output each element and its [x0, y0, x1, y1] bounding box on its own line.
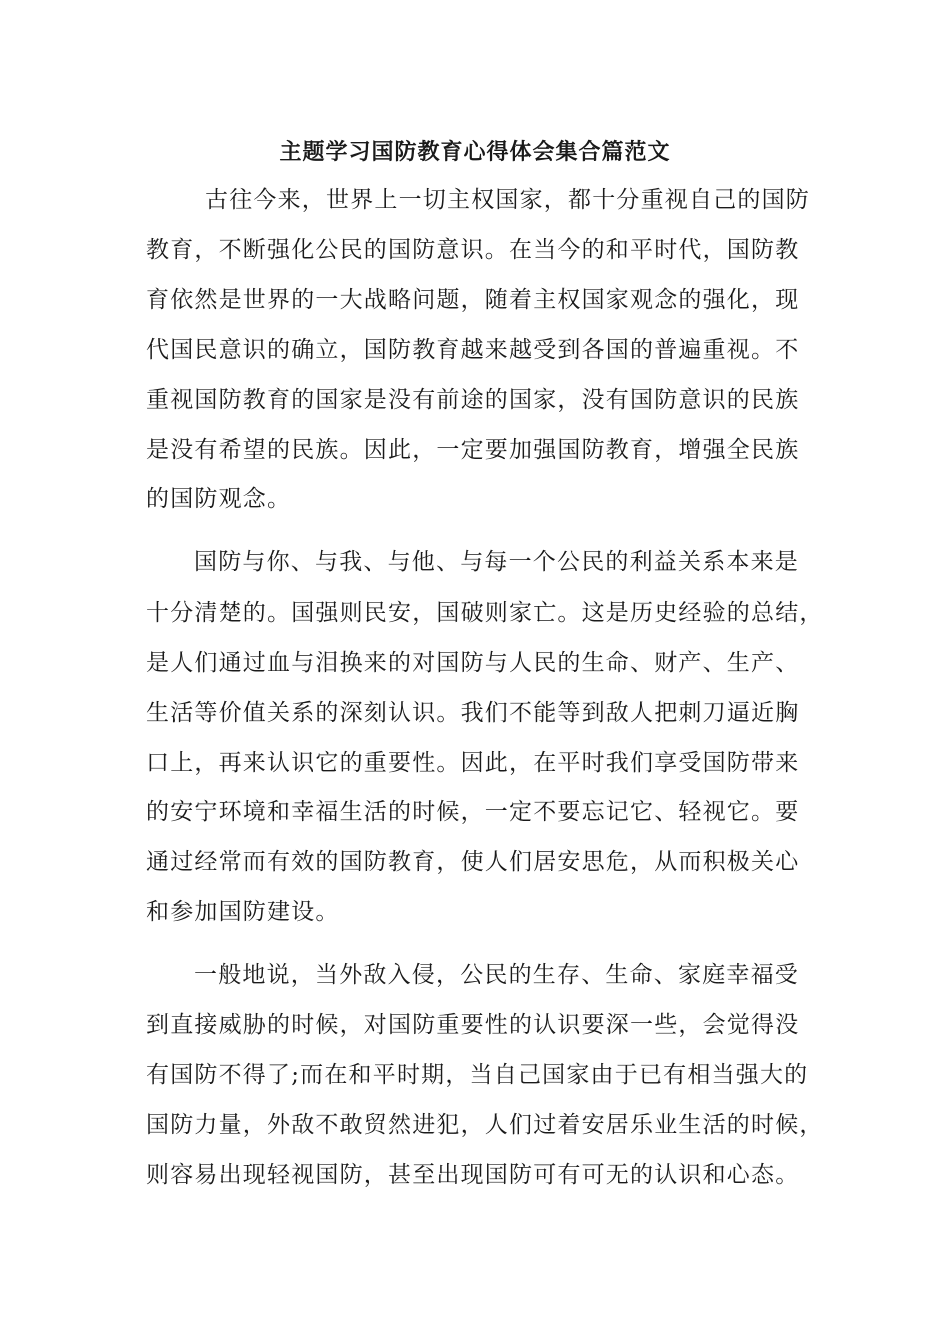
paragraph-3-line-5: 则容易出现轻视国防，甚至出现国防可有可无的认识和心态。: [146, 1162, 800, 1188]
paragraph-2-line-3: 是人们通过血与泪换来的对国防与人民的生命、财产、生产、: [146, 650, 800, 676]
paragraph-2-line-5: 口上，再来认识它的重要性。因此，在平时我们享受国防带来: [146, 750, 800, 776]
paragraph-2-line-2: 十分清楚的。国强则民安，国破则家亡。这是历史经验的总结，: [146, 600, 824, 626]
document-title: 主题学习国防教育心得体会集合篇范文: [279, 139, 671, 165]
paragraph-2-line-1: 国防与你、与我、与他、与每一个公民的利益关系本来是: [194, 549, 799, 575]
paragraph-2-line-4: 生活等价值关系的深刻认识。我们不能等到敌人把刺刀逼近胸: [146, 700, 800, 726]
paragraph-2-line-8: 和参加国防建设。: [146, 899, 340, 925]
paragraph-3-line-4: 国防力量，外敌不敢贸然进犯，人们过着安居乐业生活的时候，: [146, 1112, 824, 1138]
paragraph-1-line-3: 育依然是世界的一大战略问题，随着主权国家观念的强化，现: [146, 287, 800, 313]
paragraph-1-line-5: 重视国防教育的国家是没有前途的国家，没有国防意识的民族: [146, 387, 800, 413]
paragraph-1-line-4: 代国民意识的确立，国防教育越来越受到各国的普遍重视。不: [146, 337, 800, 363]
paragraph-2-line-7: 通过经常而有效的国防教育，使人们居安思危，从而积极关心: [146, 849, 800, 875]
paragraph-3-line-2: 到直接威胁的时候，对国防重要性的认识要深一些，会觉得没: [146, 1012, 800, 1038]
paragraph-3-line-1: 一般地说，当外敌入侵，公民的生存、生命、家庭幸福受: [194, 962, 799, 988]
paragraph-3-line-3: 有国防不得了;而在和平时期，当自己国家由于已有相当强大的: [146, 1062, 809, 1088]
paragraph-2-line-6: 的安宁环境和幸福生活的时候，一定不要忘记它、轻视它。要: [146, 799, 800, 825]
paragraph-1-line-2: 教育，不断强化公民的国防意识。在当今的和平时代，国防教: [146, 237, 800, 263]
paragraph-1-line-6: 是没有希望的民族。因此，一定要加强国防教育，增强全民族: [146, 437, 800, 463]
paragraph-1-line-1: 古往今来，世界上一切主权国家，都十分重视自己的国防: [205, 187, 810, 213]
paragraph-1-line-7: 的国防观念。: [146, 486, 292, 512]
